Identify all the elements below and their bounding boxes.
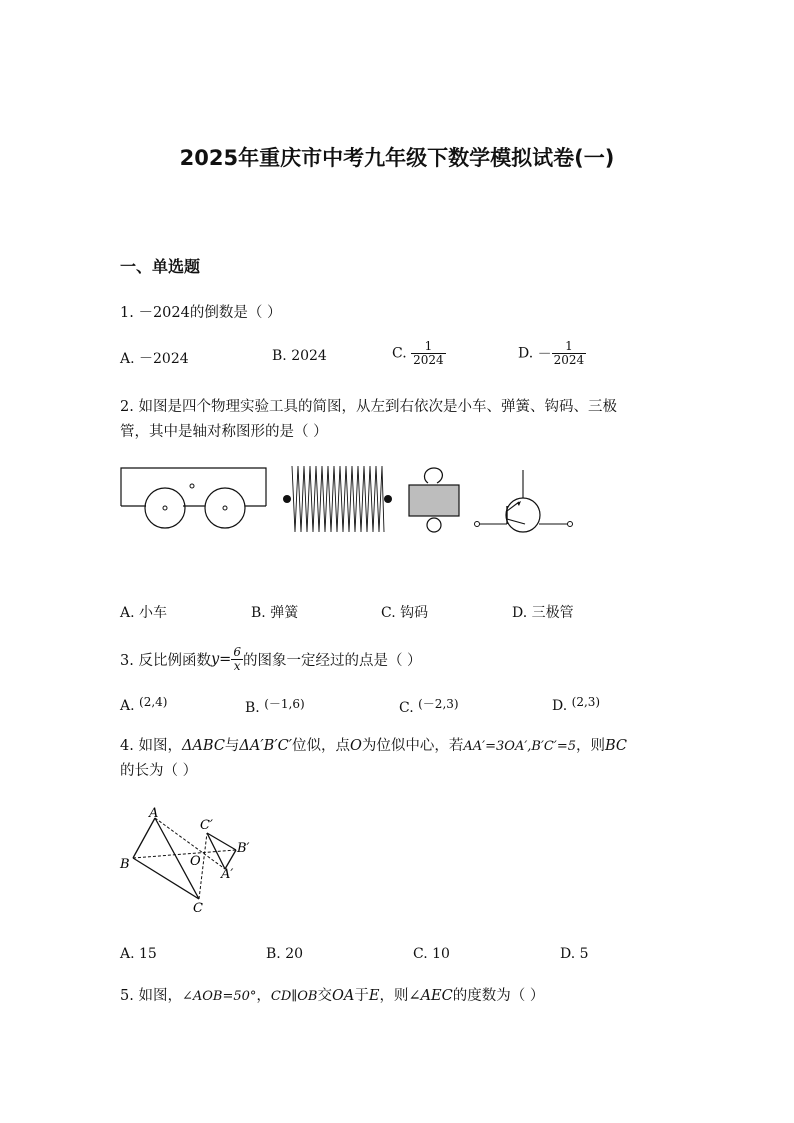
q3-option-c: C. (－2,3) xyxy=(399,697,459,716)
q3-option-d: D. (2,3) xyxy=(552,695,601,714)
q1-option-c: C. $\frac{1}{2024}$ xyxy=(392,339,444,367)
q2-option-c: C. 钩码 xyxy=(381,605,429,621)
q1-option-a: A. －2024 xyxy=(120,351,189,367)
question-1-stem: 1. －2024的倒数是（ ） xyxy=(120,305,282,321)
label-a: A xyxy=(149,806,159,821)
cart-icon xyxy=(121,468,266,528)
spring-icon xyxy=(283,466,392,532)
label-b-prime: B′ xyxy=(237,841,250,856)
question-4-line-1: 4. 如图，ΔABC与ΔA′B′C′位似，点O为位似中心，若AA′=3OA′,B′C′=5，则BC xyxy=(120,738,628,754)
q4-option-b: B. 20 xyxy=(266,946,304,962)
q4-option-a: A. 15 xyxy=(120,946,157,962)
q2-option-a: A. 小车 xyxy=(120,605,168,621)
hook-weight-icon xyxy=(409,468,459,532)
q1-option-d: D. － $\frac{1}{2024}$ xyxy=(518,339,585,367)
label-b: B xyxy=(120,857,130,872)
label-a-prime: A′ xyxy=(221,867,234,882)
q4-option-d: D. 5 xyxy=(560,946,589,962)
physics-tools-figure xyxy=(118,462,578,542)
q3-option-b: B. (－1,6) xyxy=(245,697,305,716)
q1-option-b: B. 2024 xyxy=(272,348,327,364)
question-2-line-2: 管，其中是轴对称图形的是（ ） xyxy=(120,424,328,440)
question-3-stem: 3. 反比例函数y= $\frac{6}{x}$ 的图象一定经过的点是（ ） xyxy=(120,645,422,673)
page-title: 2025年重庆市中考九年级下数学模拟试卷(一) xyxy=(179,146,615,170)
q2-option-d: D. 三极管 xyxy=(512,605,574,621)
question-4-line-2: 的长为（ ） xyxy=(120,763,198,779)
question-5-stem: 5. 如图，∠AOB=50°，CD∥OB交OA于E，则∠AEC的度数为（ ） xyxy=(120,988,545,1004)
label-c-prime: C′ xyxy=(200,818,213,833)
q3-option-a: A. (2,4) xyxy=(120,695,168,714)
q2-option-b: B. 弹簧 xyxy=(251,605,299,621)
label-o: O xyxy=(190,854,201,869)
q4-option-c: C. 10 xyxy=(413,946,450,962)
label-c: C xyxy=(193,901,203,915)
similar-triangles-figure xyxy=(115,800,265,915)
section-heading: 一、单选题 xyxy=(120,257,201,276)
transistor-icon xyxy=(475,470,573,532)
question-2-line-1: 2. 如图是四个物理实验工具的简图，从左到右依次是小车、弹簧、钩码、三极 xyxy=(120,399,617,415)
